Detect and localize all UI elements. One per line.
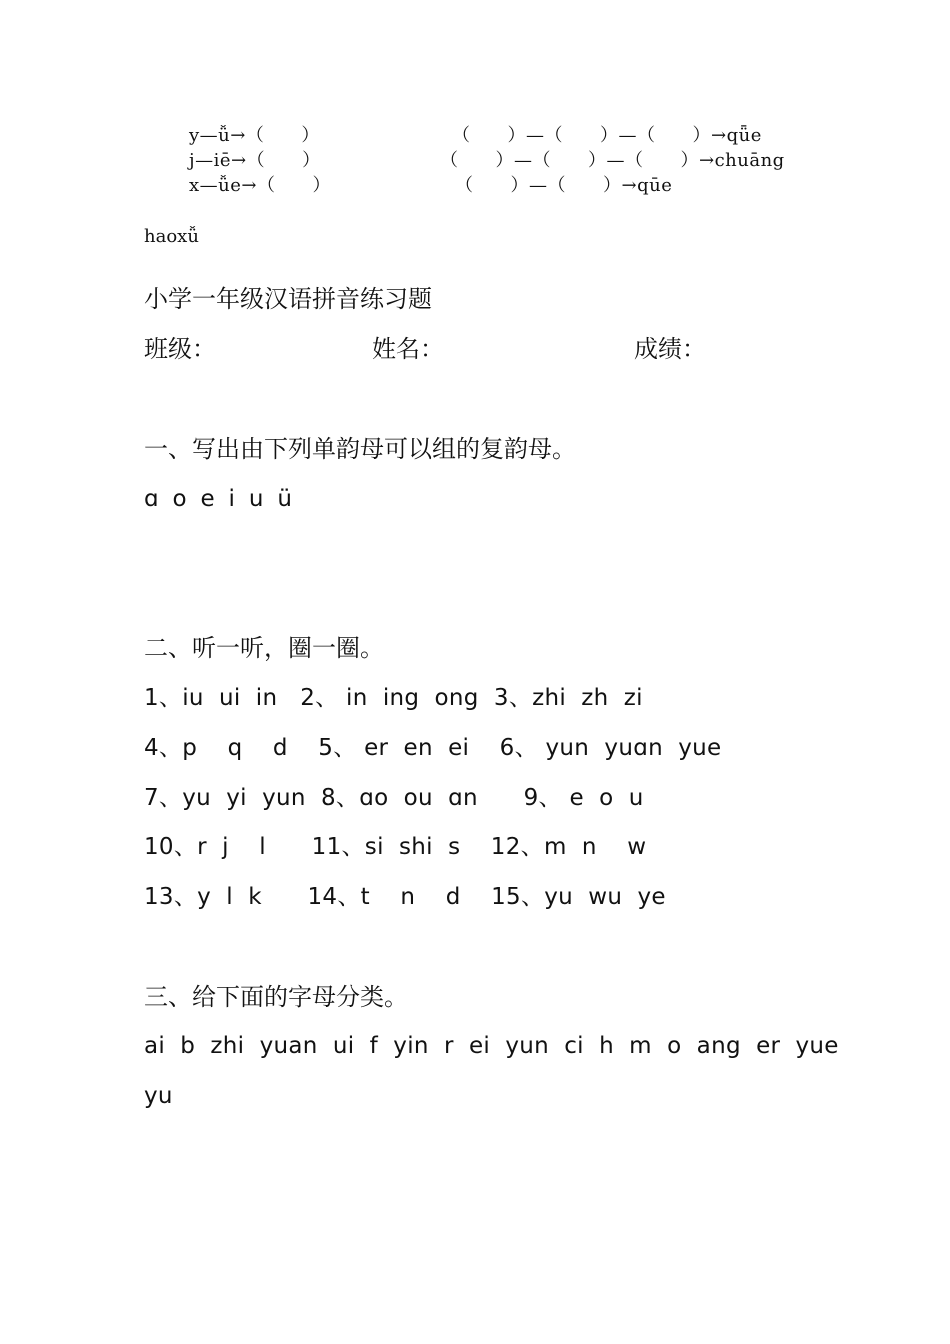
section2-heading: 二、听一听，圈一圈。 xyxy=(144,634,384,662)
top-left-line-1: y—ǚ→（ ） xyxy=(189,125,320,146)
section3-letters-line-1: ai b zhi yuan ui f yin r ei yun ci h m o ang er yue xyxy=(144,1033,839,1059)
section1-heading: 一、写出由下列单韵母可以组的复韵母。 xyxy=(144,435,576,463)
name-label: 姓名： xyxy=(372,335,444,363)
top-left-line-2: j—iē→（ ） xyxy=(189,150,321,171)
section3-heading: 三、给下面的字母分类。 xyxy=(144,983,408,1011)
top-left-line-3: x—ǚe→（ ） xyxy=(189,175,331,196)
section2-row-2: 4、p q d 5、 er en ei 6、 yun yuɑn yue xyxy=(144,735,722,761)
section2-row-4: 10、r j l 11、si shi s 12、m n w xyxy=(144,834,647,860)
stray-pinyin-text: haoxǚ xyxy=(144,226,199,247)
top-right-line-2: （ ）—（ ）—（ ）→chuāng xyxy=(440,150,785,171)
section2-row-5: 13、y l k 14、t n d 15、yu wu ye xyxy=(144,884,666,910)
top-right-line-1: （ ）—（ ）—（ ）→qǖe xyxy=(452,125,762,146)
class-label: 班级： xyxy=(144,335,216,363)
section2-row-1: 1、iu ui in 2、 in ing ong 3、zhi zh zi xyxy=(144,685,643,711)
score-label: 成绩： xyxy=(634,335,706,363)
section2-row-3: 7、yu yi yun 8、ɑo ou ɑn 9、 e o u xyxy=(144,785,644,811)
section3-letters-line-2: yu xyxy=(144,1083,173,1109)
page-title: 小学一年级汉语拼音练习题 xyxy=(144,285,432,313)
section1-letters: ɑ o e i u ü xyxy=(144,486,293,512)
top-right-line-3: （ ）—（ ）→qūe xyxy=(455,175,673,196)
